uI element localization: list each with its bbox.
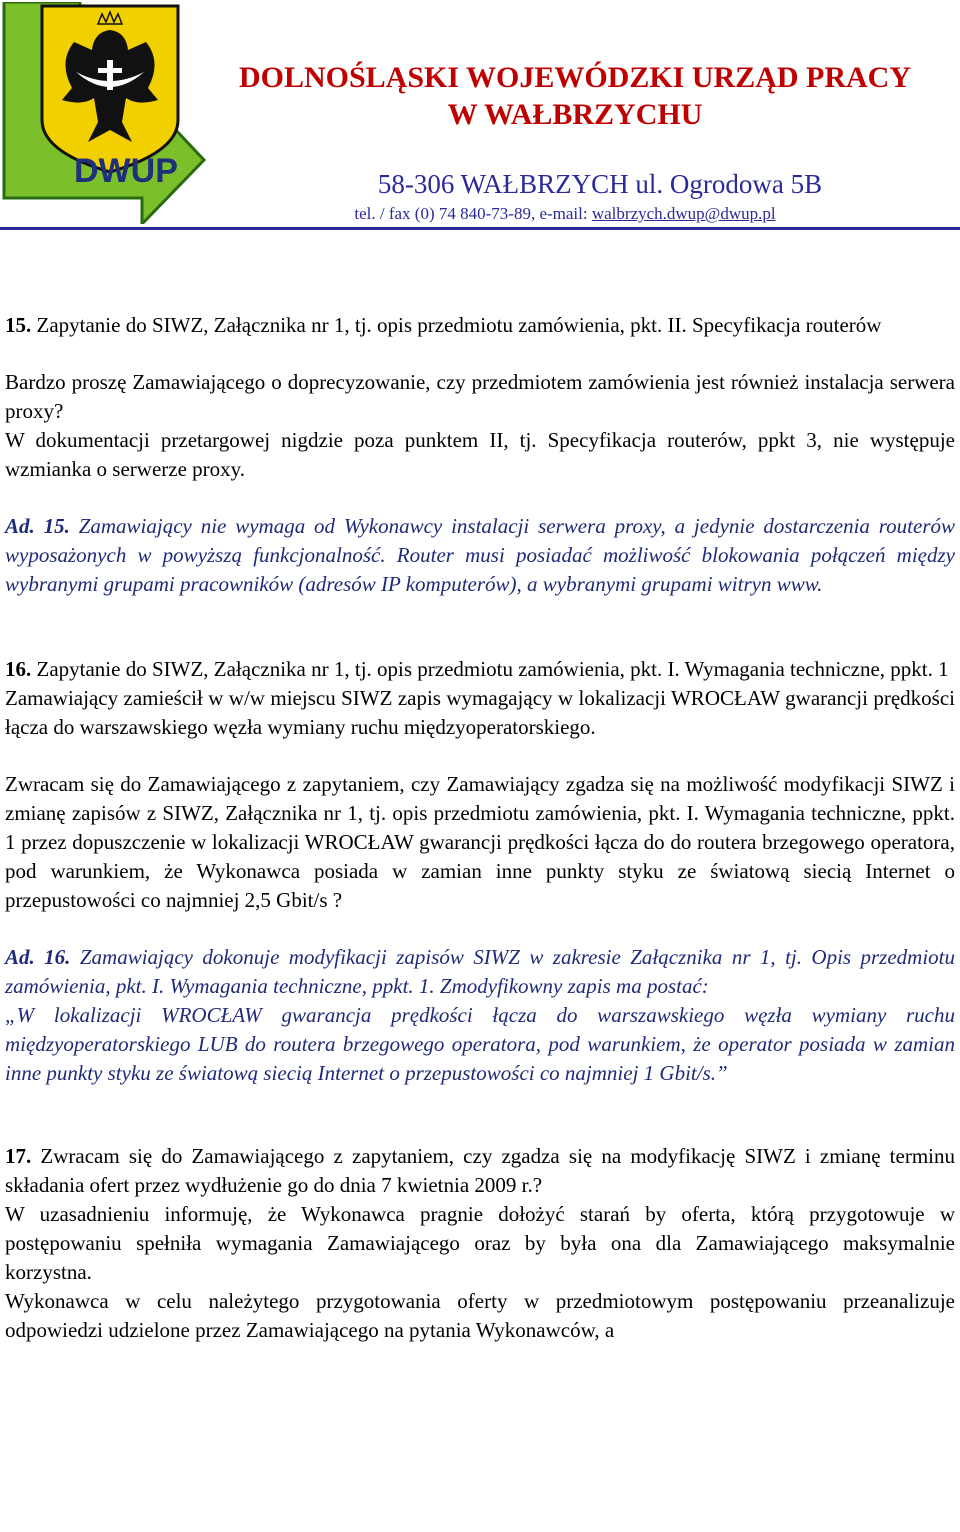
contact-phone-fax: tel. / fax (0) 74 840-73-89, e-mail: [354, 204, 592, 223]
question-15-paragraph-2: W dokumentacji przetargowej nigdzie poza punktem II, tj. Specyfikacja routerów, ppkt 3, nie występuje wzmianka o serwerze proxy. [5, 428, 955, 481]
answer-16-quote: „W lokalizacji WROCŁAW gwarancja prędkości łącza do warszawskiego węzła wymiany ruchu międzyoperatorskiego LUB do routera brzegowego operatora, pod warunkiem, że operator posiada w zamian inne punkty styku ze światową siecią Internet o przepustowości co najmniej 1 Gbit/s.” [5, 1003, 955, 1085]
header-divider [0, 227, 960, 230]
office-address: 58-306 WAŁBRZYCH ul. Ogrodowa 5B [377, 169, 823, 199]
question-16-title [5, 655, 955, 684]
question-17-paragraph-1: W uzasadnieniu informuję, że Wykonawca pragnie dołożyć starań by oferta, którą przygotowuje w postępowaniu spełniła wymagania Zamawiającego oraz by była ona dla Zamawiającego maksymalnie korzystna. [5, 1202, 955, 1284]
answer-16 [5, 943, 955, 1001]
question-15-title [5, 311, 955, 340]
answer-15-label: Ad. 15. [5, 514, 70, 538]
question-16-paragraph-2: Zwracam się do Zamawiającego z zapytaniem, czy Zamawiający zgadza się na możliwość modyfikacji SIWZ i zmianę zapisów z SIWZ, Załącznika nr 1, tj. opis przedmiotu zamówienia, pkt. I. Wymagania techniczne, ppkt. 1 przez dopuszczenie w lokalizacji WROCŁAW gwarancji prędkości łącza do do routera brzegowego operatora, pod warunkiem, że Wykonawca posiada w zamian inne punkty styku ze światową siecią Internet o przepustowości co najmniej 2,5 Gbit/s ? [5, 772, 955, 912]
office-name-line-1: DOLNOŚLĄSKI WOJEWÓDZKI URZĄD PRACY [238, 61, 912, 94]
office-contact [260, 203, 870, 225]
office-name-line-2: W WAŁBRZYCHU [447, 98, 703, 131]
email-link[interactable]: walbrzych.dwup@dwup.pl [591, 204, 776, 223]
question-17-paragraph-2: Wykonawca w celu należytego przygotowania oferty w przedmiotowym postępowaniu przeanalizuje odpowiedzi udzielone przez Zamawiającego na pytania Wykonawców, a [5, 1289, 955, 1342]
question-15-paragraph-1: Bardzo proszę Zamawiającego o doprecyzowanie, czy przedmiotem zamówienia jest również instalacja serwera proxy? [5, 370, 955, 423]
question-17-title [5, 1142, 955, 1200]
question-17-title-text: Zwracam się do Zamawiającego z zapytaniem, czy zgadza się na modyfikację SIWZ i zmianę terminu składania ofert przez wydłużenie go do dnia 7 kwietnia 2009 r.? [5, 1144, 956, 1197]
answer-15 [5, 512, 955, 599]
question-17-number: 17. [5, 1144, 32, 1168]
logo-text: DWUP [74, 152, 178, 190]
question-16-number: 16. [5, 657, 32, 681]
answer-16-label: Ad. 16. [5, 945, 71, 969]
answer-16-text: Zamawiający dokonuje modyfikacji zapisów SIWZ w zakresie Załącznika nr 1, tj. Opis przedmiotu zamówienia, pkt. I. Wymagania techniczne, ppkt. 1. Zmodyfikowny zapis ma postać: [5, 945, 955, 998]
letterhead [0, 0, 960, 232]
dwup-eagle-logo-icon [2, 2, 207, 224]
document-body [5, 311, 955, 1345]
answer-15-text: Zamawiający nie wymaga od Wykonawcy instalacji serwera proxy, a jedynie dostarczenia routerów wyposażonych w powyższą funkcjonalność. Router musi posiadać możliwość blokowania połączeń między wybranymi grupami pracowników (adresów IP komputerów), a wybranymi grupami witryn www. [5, 514, 956, 596]
question-15-number: 15. [5, 313, 32, 337]
question-15-title-text: Zapytanie do SIWZ, Załącznika nr 1, tj. opis przedmiotu zamówienia, pkt. II. Specyfikacja routerów [36, 313, 882, 337]
question-16-title-text: Zapytanie do SIWZ, Załącznika nr 1, tj. opis przedmiotu zamówienia, pkt. I. Wymagania techniczne, ppkt. 1 [36, 657, 949, 681]
question-16-paragraph-1: Zamawiający zamieścił w w/w miejscu SIWZ zapis wymagający w lokalizacji WROCŁAW gwarancji prędkości łącza do warszawskiego węzła wymiany ruchu międzyoperatorskiego. [5, 686, 955, 739]
